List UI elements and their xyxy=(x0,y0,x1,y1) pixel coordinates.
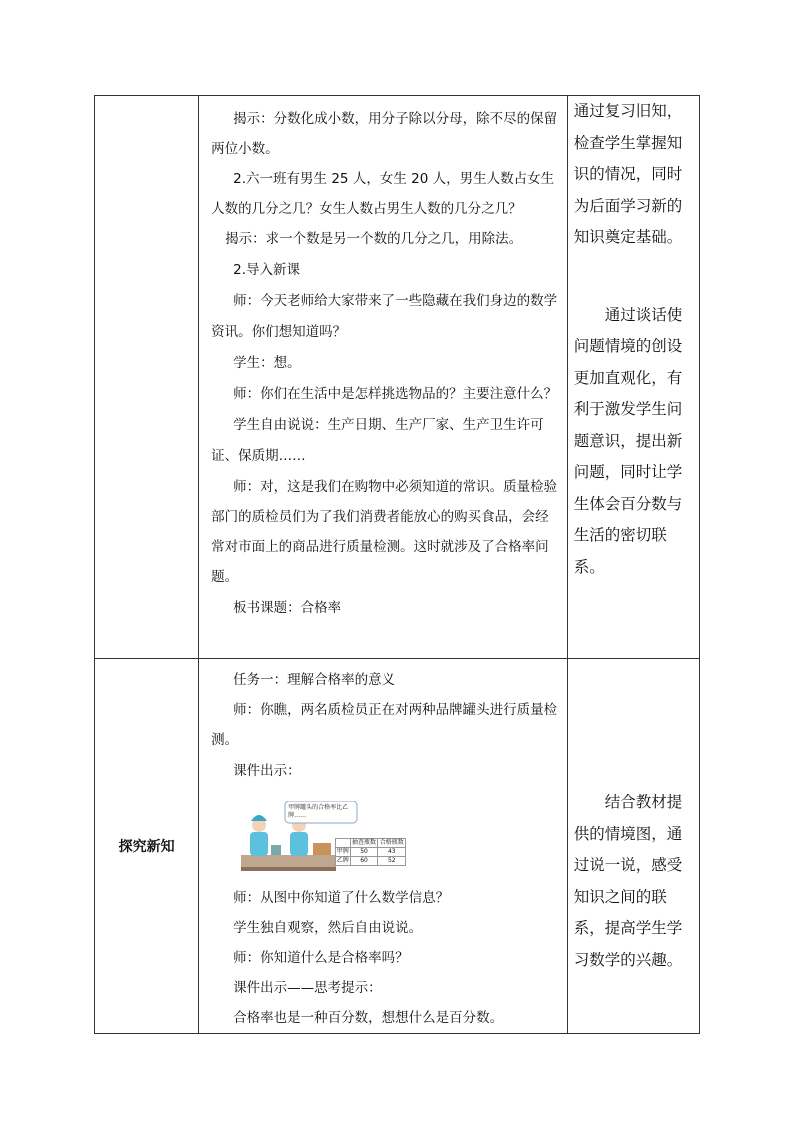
sampled-cell: 50 xyxy=(350,848,378,857)
sampled-cell: 60 xyxy=(350,857,378,866)
qualified-cell: 43 xyxy=(378,848,406,857)
qualified-cell: 52 xyxy=(378,857,406,866)
design-intent-cell xyxy=(567,96,699,659)
header-cell: 合格瓶数 xyxy=(379,839,404,846)
table-row xyxy=(95,96,700,659)
paragraph: 学生自由说说：生产日期、生产厂家、生产卫生许可证、保质期…… xyxy=(211,417,544,464)
table-row xyxy=(95,659,700,1034)
paragraph: 师：你瞧，两名质检员正在对两种品牌罐头进行质量检测。 xyxy=(211,702,558,748)
row-label: 探究新知 xyxy=(95,659,199,1034)
note: 通过谈话使问题情境的创设更加直观化，有利于激发学生问题意识，提出新问题，同时让学生体会百分数与生活的密切联系。 xyxy=(573,305,683,576)
header-cell xyxy=(336,839,351,848)
header-cell: 抽查瓶数 xyxy=(352,839,377,846)
paragraph: 师：你知道什么是合格率吗？ xyxy=(233,950,409,966)
inspector-1-body xyxy=(250,832,268,856)
design-intent-cell xyxy=(567,659,699,1034)
paragraph: 揭示：分数化成小数，用分子除以分母，除不尽的保留两位小数。 xyxy=(211,111,558,157)
paragraph: 师：今天老师给大家带来了一些隐藏在我们身边的数学资讯。你们想知道吗？ xyxy=(211,293,558,340)
paragraph: 学生：想。 xyxy=(233,355,301,371)
brand-cell: 甲牌 xyxy=(336,848,349,855)
row-label xyxy=(95,96,199,659)
can xyxy=(271,845,281,855)
teaching-process-cell xyxy=(199,659,568,1034)
brand-cell: 乙牌 xyxy=(336,857,349,864)
lesson-plan-table xyxy=(94,95,700,1034)
paragraph: 2.六一班有男生 25 人，女生 20 人，男生人数占女生人数的几分之几？女生人数占男生人数的几分之几？ xyxy=(211,171,555,217)
box xyxy=(313,843,331,855)
speech-bubble-text: 甲牌罐头的合格率比乙牌…… xyxy=(288,804,349,819)
paragraph: 揭示：求一个数是另一个数的几分之几，用除法。 xyxy=(225,231,523,247)
paragraph: 课件出示： xyxy=(233,763,301,779)
desk xyxy=(241,855,336,869)
paragraph: 师：对，这是我们在购物中必须知道的常识。质量检验部门的质检员们为了我们消费者能放心的购买食品，会经常对市面上的商品进行质量检测。这时就涉及了合格率问题。 xyxy=(211,479,558,585)
paragraph: 师：你们在生活中是怎样挑选物品的？主要注意什么？ xyxy=(233,386,558,402)
courseware-illustration xyxy=(241,801,406,873)
paragraph: 合格率也是一种百分数，想想什么是百分数。 xyxy=(233,1010,504,1026)
paragraph: 2.导入新课 xyxy=(233,262,301,278)
paragraph: 学生独自观察，然后自由说说。 xyxy=(233,920,423,936)
teaching-process-cell xyxy=(199,96,568,659)
paragraph: 任务一：理解合格率的意义 xyxy=(233,672,396,688)
paragraph: 师：从图中你知道了什么数学信息？ xyxy=(233,890,450,906)
inspector-2-body xyxy=(290,832,308,856)
paragraph: 课件出示——思考提示： xyxy=(233,980,382,996)
inspection-table xyxy=(335,838,406,866)
note: 通过复习旧知，检查学生掌握知识的情况，同时为后面学习新的知识奠定基础。 xyxy=(573,102,683,246)
inspection-table-row xyxy=(336,857,406,866)
paragraph: 板书课题：合格率 xyxy=(233,600,342,616)
note: 结合教材提供的情境图，通过说一说，感受知识之间的联系，提高学生学习数学的兴趣。 xyxy=(573,793,683,969)
inspection-table-header xyxy=(336,839,406,848)
inspection-table-row xyxy=(336,848,406,857)
